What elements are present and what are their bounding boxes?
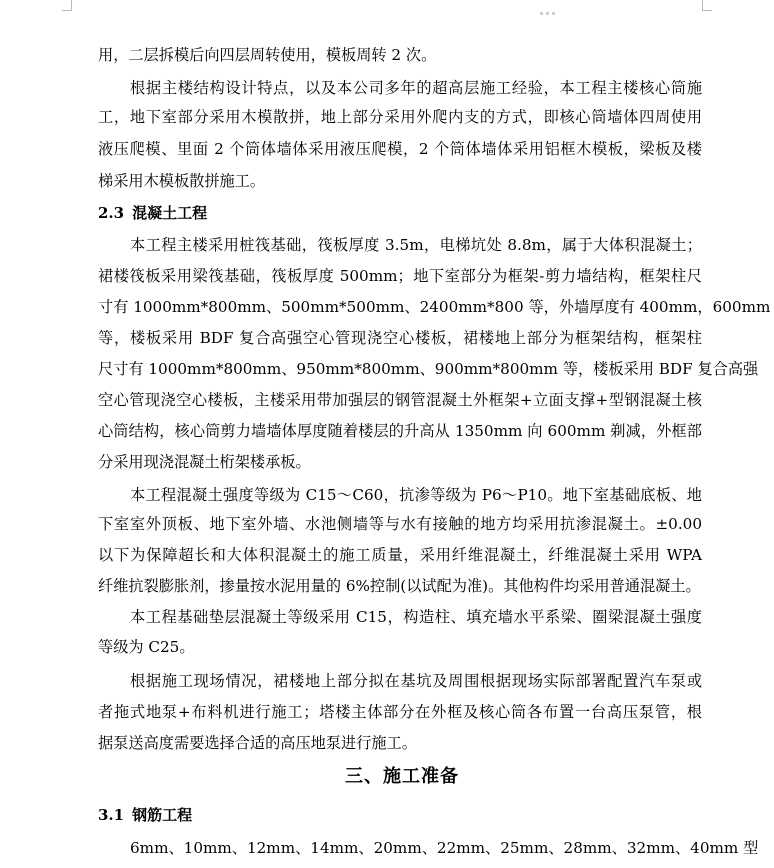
heading-number: 2.3 [98,204,125,222]
page-corner-mark-right [702,10,712,11]
paragraph-line: 本工程基础垫层混凝土等级采用 C15，构造柱、填充墙水平系梁、圈梁混凝土强度 [130,608,702,626]
paragraph-line: 寸有 1000mm*800mm、500mm*500mm、2400mm*800 等，外墙厚度有 400mm，600mm [98,298,771,316]
paragraph-line: 据泵送高度需要选择合适的高压地泵进行施工。 [98,734,417,752]
paragraph-line: 纤维抗裂膨胀剂，掺量按水泥用量的 6%控制(以试配为准)。其他构件均采用普通混凝土。 [98,577,701,595]
paragraph-line: 分采用现浇混凝土桁架楼承板。 [98,453,311,471]
paragraph-line: 梯采用木模板散拼施工。 [98,172,266,190]
paragraph-line: 工，地下室部分采用木模散拼，地上部分采用外爬内支的方式，即核心筒墙体四周使用 [98,108,702,126]
paragraph-line: 空心管现浇空心楼板，主楼采用带加强层的钢管混凝土外框架+立面支撑+型钢混凝土核 [98,391,702,409]
paragraph-line: 本工程主楼采用桩筏基础，筏板厚度 3.5m，电梯坑处 8.8m，属于大体积混凝土； [130,236,702,254]
paragraph-line: 者拖式地泵+布料机进行施工；塔楼主体部分在外框及核心筒各布置一台高压泵管，根 [98,703,702,721]
section-heading: 三、施工准备 [345,766,459,787]
heading-text: 钢筋工程 [132,806,193,824]
paragraph-line: 以下为保障超长和大体积混凝土的施工质量，采用纤维混凝土，纤维混凝土采用 WPA [98,546,702,564]
heading-number: 3.1 [98,806,125,824]
paragraph-line: 液压爬模、里面 2 个筒体墙体采用液压爬模，2 个筒体墙体采用铝框木模板，梁板及楼 [98,140,702,158]
paragraph-line: 根据主楼结构设计特点，以及本公司多年的超高层施工经验，本工程主楼核心筒施 [130,79,702,97]
page-corner-mark-left [62,10,72,11]
page-corner-mark-right [702,0,703,10]
header-dots [540,0,570,4]
paragraph-line: 等，楼板采用 BDF 复合高强空心管现浇空心楼板，裙楼地上部分为框架结构，框架柱 [98,329,702,347]
paragraph-line: 心筒结构，核心筒剪力墙墙体厚度随着楼层的升高从 1350mm 向 600mm 剃减，外框部 [98,422,702,440]
paragraph-line: 6mm、10mm、12mm、14mm、20mm、22mm、25mm、28mm、32mm、40mm 型 [130,839,759,857]
paragraph-line: 根据施工现场情况，裙楼地上部分拟在基坑及周围根据现场实际部署配置汽车泵或 [130,672,702,690]
paragraph-line: 等级为 C25。 [98,638,195,656]
paragraph-line: 本工程混凝土强度等级为 C15～C60，抗渗等级为 P6～P10。地下室基础底板、地 [130,486,702,504]
paragraph-line: 裙楼筏板采用梁筏基础，筏板厚度 500mm；地下室部分为框架-剪力墙结构，框架柱尺 [98,267,702,285]
subsection-heading [98,805,192,825]
paragraph-line: 尺寸有 1000mm*800mm、950mm*800mm、900mm*800mm 等，楼板采用 BDF 复合高强 [98,360,759,378]
paragraph-line: 用，二层拆模后向四层周转使用，模板周转 2 次。 [98,46,437,64]
heading-text: 混凝土工程 [132,204,208,222]
subsection-heading [98,203,207,223]
paragraph-line: 下室室外顶板、地下室外墙、水池侧墙等与水有接触的地方均采用抗渗混凝土。±0.00 [98,515,702,533]
page-corner-mark-left [71,0,72,10]
